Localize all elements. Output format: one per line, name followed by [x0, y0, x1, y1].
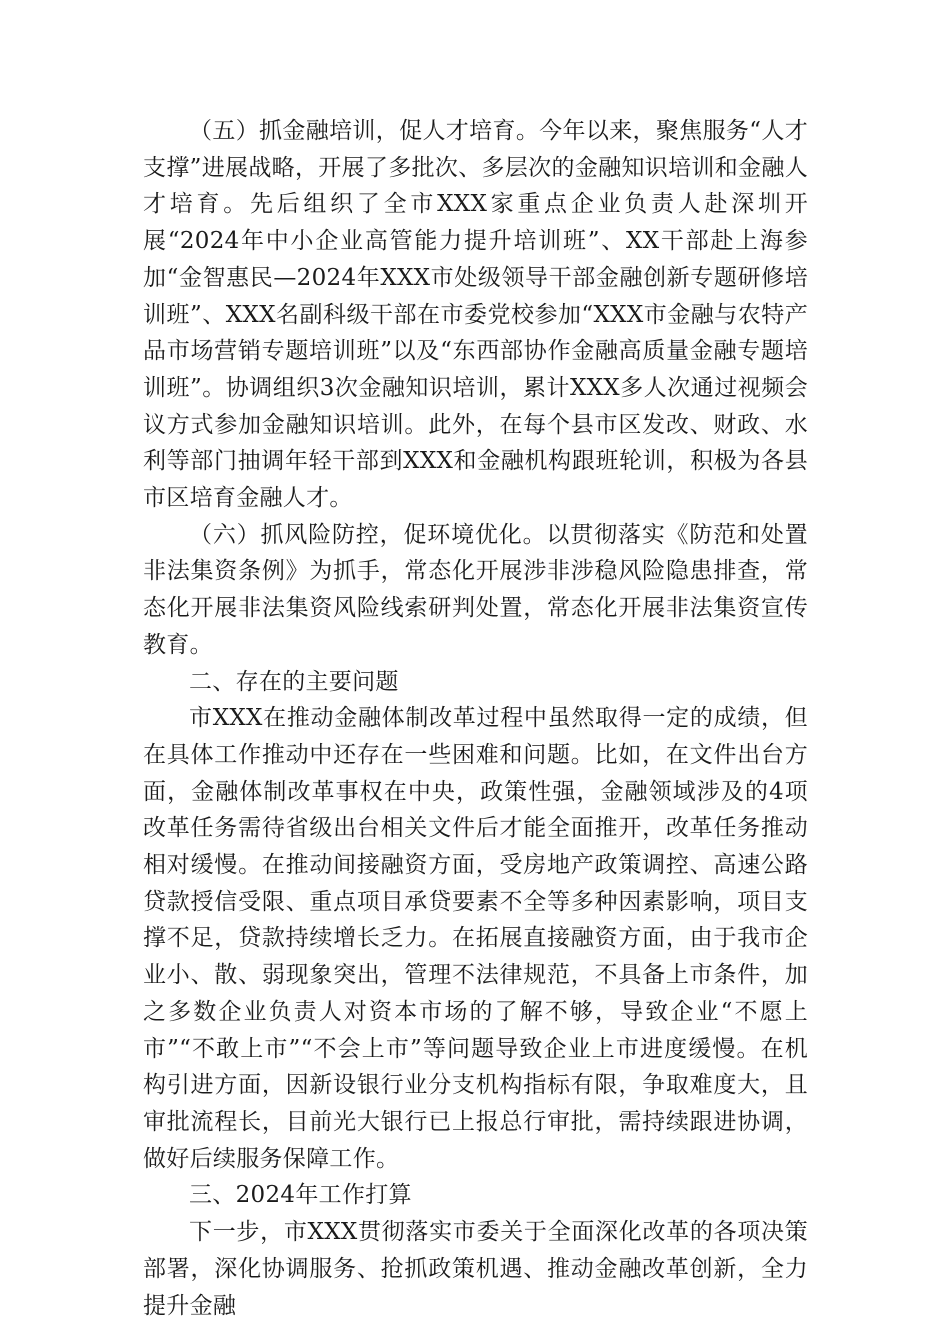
- paragraph-problems: 市XXX在推动金融体制改革过程中虽然取得一定的成绩，但在具体工作推动中还存在一些困难和问题。比如，在文件出台方面，金融体制改革事权在中央，政策性强，金融领域涉及的4项改革任务需待省级出台相关文件后才能全面推开，改革任务推动相对缓慢。在推动间接融资方面，受房地产政策调控、高速公路贷款授信受限、重点项目承贷要素不全等多种因素影响，项目支撑不足，贷款持续增长乏力。在拓展直接融资方面，由于我市企业小、散、弱现象突出，管理不法律规范，不具备上市条件，加之多数企业负责人对资本市场的了解不够，导致企业“不愿上市”“不敢上市”“不会上市”等问题导致企业上市进度缓慢。在机构引进方面，因新设银行业分支机构指标有限，争取难度大，且审批流程长，目前光大银行已上报总行审批，需持续跟进协调，做好后续服务保障工作。: [143, 705, 808, 1172]
- document-body: [143, 113, 808, 1324]
- heading-work-plan: 三、2024年工作打算: [189, 1182, 412, 1209]
- heading-main-problems: 二、存在的主要问题: [189, 668, 399, 695]
- paragraph-talent-training: （五）抓金融培训，促人才培育。今年以来，聚焦服务“人才支撑”进展战略，开展了多批次、多层次的金融知识培训和金融人才培育。先后组织了全市XXX家重点企业负责人赴深圳开展“2024年中小企业高管能力提升培训班”、XX干部赴上海参加“金智惠民—2024年XXX市处级领导干部金融创新专题研修培训班”、XXX名副科级干部在市委党校参加“XXX市金融与农特产品市场营销专题培训班”以及“东西部协作金融高质量金融专题培训班”。协调组织3次金融知识培训，累计XXX多人次通过视频会议方式参加金融知识培训。此外，在每个县市区发改、财政、水利等部门抽调年轻干部到XXX和金融机构跟班轮训，积极为各县市区培育金融人才。: [143, 118, 808, 512]
- paragraph-next-steps: 下一步，市XXX贯彻落实市委关于全面深化改革的各项决策部署，深化协调服务、抢抓政策机遇、推动金融改革创新，全力提升金融: [143, 1219, 808, 1319]
- paragraph-risk-control: （六）抓风险防控，促环境优化。以贯彻落实《防范和处置非法集资条例》为抓手，常态化开展涉非涉稳风险隐患排查，常态化开展非法集资风险线索研判处置，常态化开展非法集资宣传教育。: [143, 521, 808, 658]
